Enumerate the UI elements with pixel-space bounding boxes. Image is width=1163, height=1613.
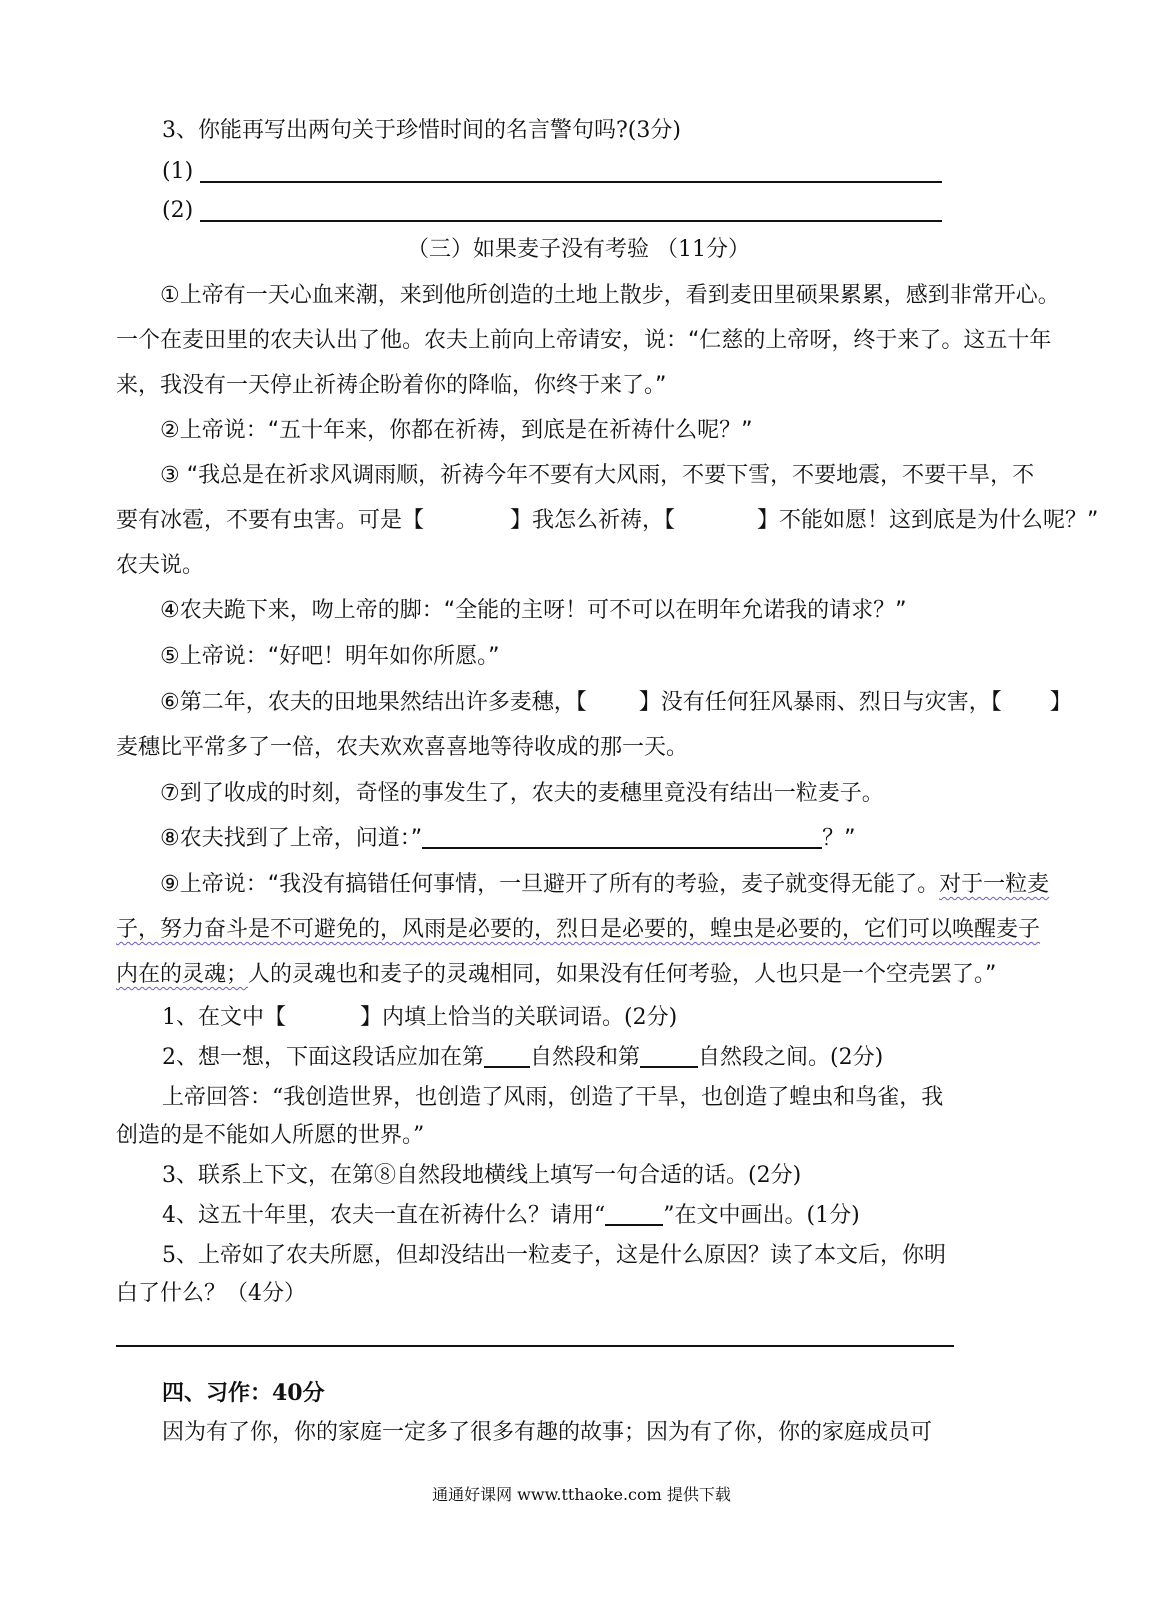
- paragraph-3-line-2: [116, 506, 1098, 536]
- question-1-text-a: 1、在文中【: [162, 1005, 286, 1030]
- page-footer: 通通好课网 www.tthaoke.com 提供下载: [432, 1485, 731, 1504]
- question-5-answer-line[interactable]: [116, 1345, 954, 1347]
- paragraph-9-line-3: [116, 960, 996, 990]
- paragraph-8-text-a: ⑧农夫找到了上帝，问道：”: [160, 826, 423, 851]
- question-2-blank-2[interactable]: [640, 1044, 698, 1068]
- paragraph-4: ④农夫跪下来，吻上帝的脚：“全能的主呀！可不可以在明年允诺我的请求？”: [160, 598, 907, 623]
- question-5-line-1: 5、上帝如了农夫所愿，但却没结出一粒麦子，这是什么原因？读了本文后，你明: [162, 1243, 946, 1268]
- q3-item1-label: (1): [162, 159, 194, 184]
- paragraph-3-line-3: 农夫说。: [116, 553, 205, 578]
- question-1: [162, 1003, 677, 1033]
- paragraph-1-line-2: 一个在麦田里的农夫认出了他。农夫上前向上帝请安，说：“仁慈的上帝呀，终于来了。这五十年: [116, 328, 1052, 353]
- paragraph-2: ②上帝说：“五十年来，你都在祈祷，到底是在祈祷什么呢？”: [160, 418, 753, 443]
- paragraph-6-text-a: ⑥第二年，农夫的田地果然结出许多麦穗，【: [160, 690, 587, 715]
- paragraph-8-answer-line[interactable]: [422, 825, 822, 849]
- paragraph-9-line-2: [116, 915, 1040, 945]
- essay-prompt: 因为有了你，你的家庭一定多了很多有趣的故事；因为有了你，你的家庭成员可: [162, 1420, 933, 1445]
- paragraph-1-line-3: 来，我没有一天停止祈祷企盼着你的降临，你终于来了。”: [116, 373, 667, 398]
- question-5-line-2: 白了什么？（4分）: [116, 1281, 306, 1306]
- passage-title: （三）如果麦子没有考验 （11分）: [407, 237, 750, 262]
- question-2-quote-line-2: 创造的是不能如人所愿的世界。”: [116, 1123, 425, 1148]
- paragraph-9-text-b: 人的灵魂也和麦子的灵魂相同，如果没有任何考验，人也只是一个空壳罢了。”: [248, 962, 997, 987]
- question-2-text-a: 2、想一想，下面这段话应加在第: [162, 1045, 484, 1070]
- paragraph-9-wavy-text-c: 内在的灵魂；: [116, 962, 249, 987]
- question-4: [162, 1201, 860, 1231]
- paragraph-1-line-1: ①上帝有一天心血来潮，来到他所创造的土地上散步，看到麦田里硕果累累，感到非常开心。: [160, 283, 1060, 308]
- paragraph-3-text-b: 】我怎么祈祷，【: [510, 508, 676, 533]
- paragraph-8-text-b: ？”: [822, 826, 856, 851]
- paragraph-9-wavy-text-b: 子，努力奋斗是不可避免的，风雨是必要的，烈日是必要的，蝗虫是必要的，它们可以唤醒麦子: [116, 917, 1041, 942]
- paragraph-3-text-c: 】不能如愿！这到底是为什么呢？”: [757, 508, 1099, 533]
- paragraph-9-line-1: [160, 870, 1049, 900]
- paragraph-5: ⑤上帝说：“好吧！明年如你所愿。”: [160, 644, 500, 669]
- question-4-underline-sample: [605, 1202, 663, 1226]
- paragraph-9-wavy-text-a: 对于一粒麦: [939, 872, 1050, 897]
- question-2-quote-line-1: 上帝回答：“我创造世界，也创造了风雨，创造了干旱，也创造了蝗虫和鸟雀，我: [162, 1085, 944, 1110]
- paragraph-6-line-2: 麦穗比平常多了一倍，农夫欢欢喜喜地等待收成的那一天。: [116, 735, 689, 760]
- question-2-text-c: 自然段之间。(2分): [698, 1045, 884, 1070]
- paragraph-3-text-a: 要有冰雹，不要有虫害。可是【: [116, 508, 425, 533]
- q3-item2-label: (2): [162, 198, 194, 223]
- question-2-blank-1[interactable]: [484, 1044, 530, 1068]
- question-4-text-b: ”在文中画出。(1分): [663, 1203, 860, 1228]
- essay-heading: 四、习作：40分: [162, 1380, 325, 1406]
- paragraph-3-line-1: ③ “我总是在祈求风调雨顺，祈祷今年不要有大风雨，不要下雪，不要地震，不要干旱，不: [160, 463, 1035, 488]
- paragraph-8: [160, 824, 856, 854]
- q3-question: 3、你能再写出两句关于珍惜时间的名言警句吗?(3分): [162, 118, 681, 143]
- paragraph-7: ⑦到了收成的时刻，奇怪的事发生了，农夫的麦穗里竟没有结出一粒麦子。: [160, 781, 884, 806]
- q3-answer-line-2[interactable]: [200, 220, 942, 222]
- question-1-text-b: 】内填上恰当的关联词语。(2分): [360, 1005, 678, 1030]
- paragraph-6-text-c: 】: [1049, 690, 1072, 715]
- question-2: [162, 1043, 883, 1073]
- paragraph-9-text-a: ⑨上帝说：“我没有搞错任何事情，一旦避开了所有的考验，麦子就变得无能了。: [160, 872, 940, 897]
- paragraph-6-text-b: 】没有任何狂风暴雨、烈日与灾害，【: [638, 690, 1002, 715]
- question-4-text-a: 4、这五十年里，农夫一直在祈祷什么？请用“: [162, 1203, 606, 1228]
- question-3: 3、联系上下文，在第⑧自然段地横线上填写一句合适的话。(2分): [162, 1163, 802, 1188]
- question-2-text-b: 自然段和第: [530, 1045, 641, 1070]
- q3-answer-line-1[interactable]: [200, 181, 942, 183]
- paragraph-6-line-1: [160, 688, 1072, 718]
